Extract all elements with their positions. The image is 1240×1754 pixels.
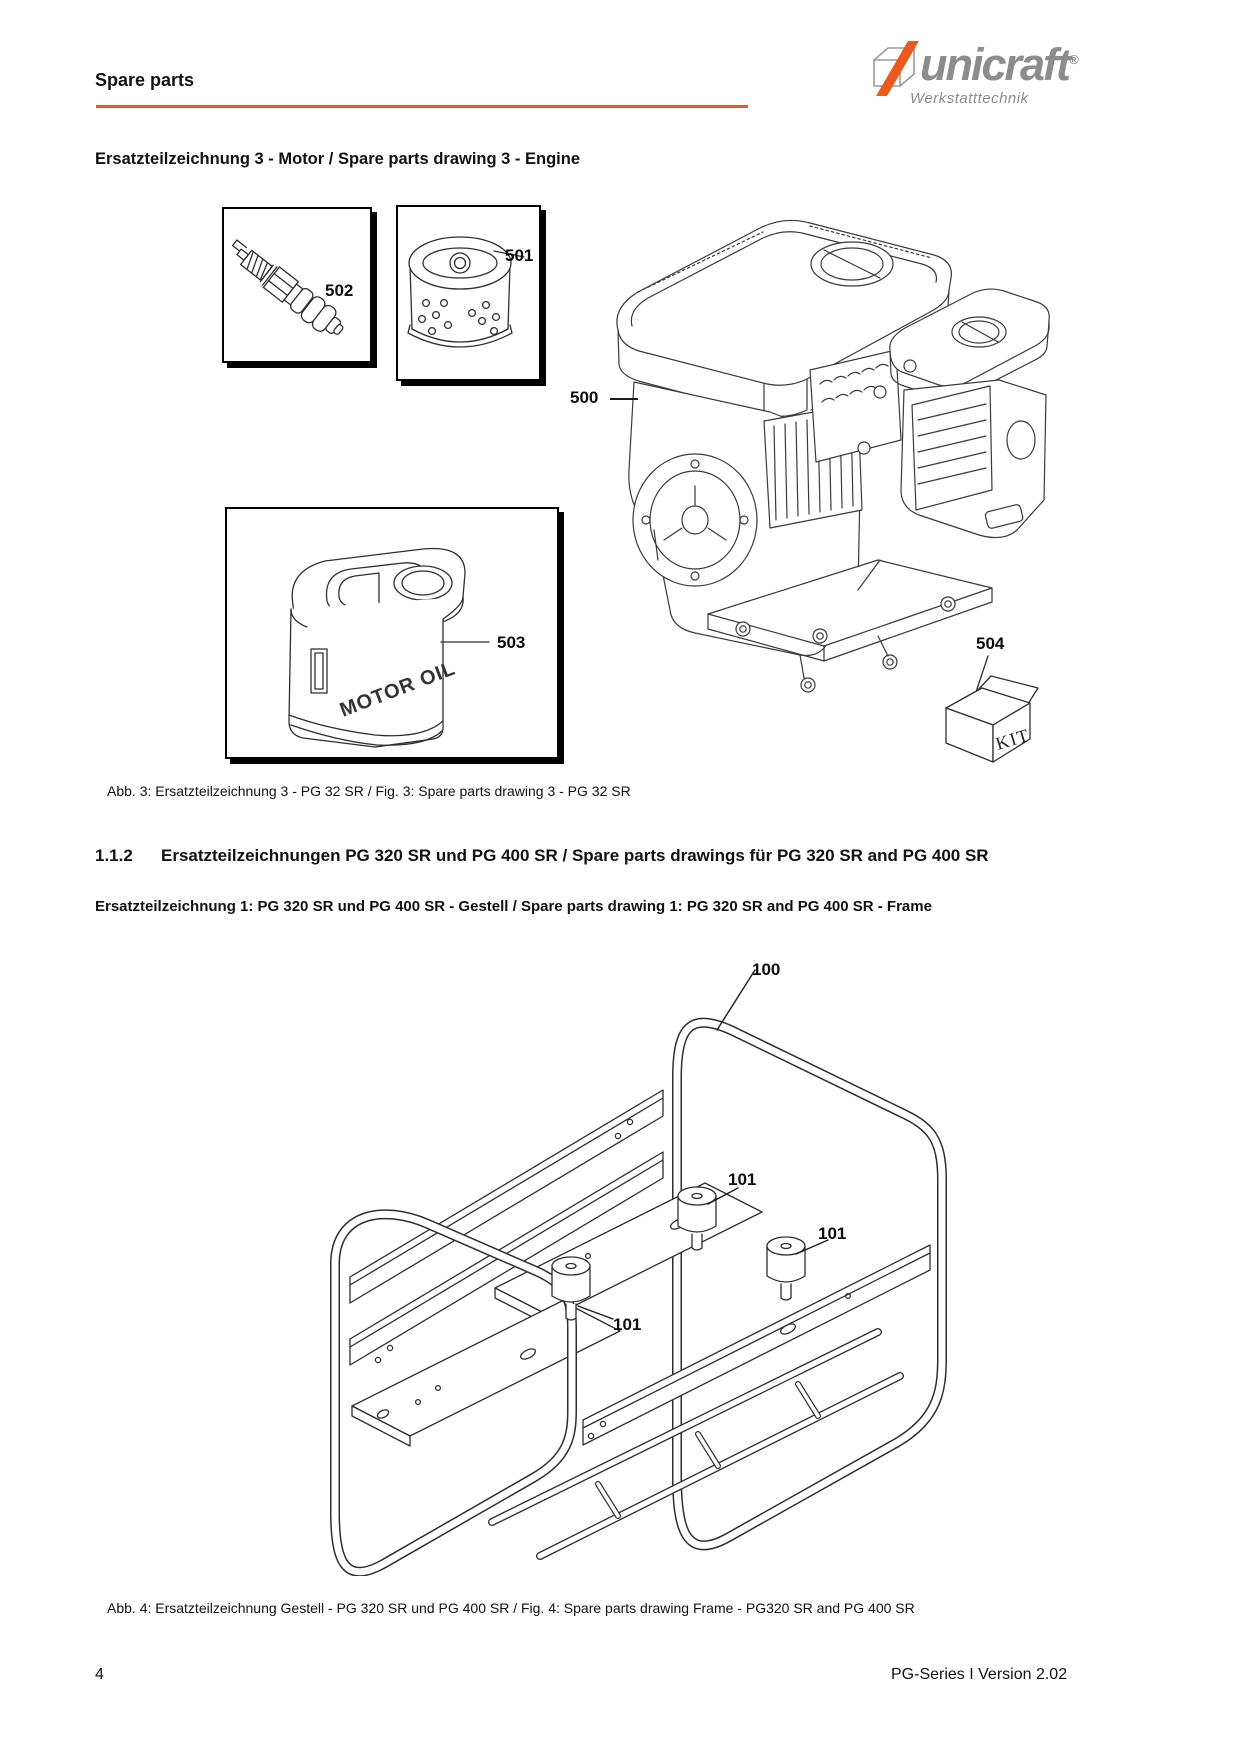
figure4-caption: Abb. 4: Ersatzteilzeichnung Gestell - PG 320 SR und PG 400 SR / Fig. 4: Spare parts drawing Frame - PG320 SR and PG 400 SR [107, 1600, 915, 1616]
oil-canister-drawing [227, 509, 553, 753]
section-title: Ersatzteilzeichnungen PG 320 SR und PG 400 SR / Spare parts drawings für PG 320 SR and PG 400 SR [161, 846, 989, 865]
logo-brand-text [920, 39, 1079, 90]
kit-box-drawing [936, 646, 1051, 764]
rubber-mount-2 [767, 1237, 805, 1300]
part-label-502: 502 [325, 281, 354, 300]
leader-line-500 [610, 398, 638, 400]
part-label-100: 100 [752, 960, 781, 979]
logo-tagline: Werkstatttechnik [910, 90, 1029, 107]
footer-page-number: 4 [95, 1666, 104, 1683]
logo-slash [876, 41, 919, 96]
part-label-101-c: 101 [613, 1315, 642, 1334]
logo-brand-word: unicraft [920, 39, 1070, 90]
page-header-title: Spare parts [95, 70, 195, 90]
header-divider [96, 105, 748, 108]
part-label-101-b: 101 [818, 1224, 847, 1243]
kit-box-label-text: KIT [993, 724, 1033, 754]
figure3-title: Ersatzteilzeichnung 3 - Motor / Spare parts drawing 3 - Engine [95, 150, 580, 168]
oil-canister-label-text: MOTOR OIL [336, 657, 459, 722]
part-label-101-a: 101 [728, 1170, 757, 1189]
part-label-500: 500 [570, 388, 599, 407]
part-label-504: 504 [976, 634, 1005, 653]
section-number: 1.1.2 [95, 846, 133, 865]
figure3-caption: Abb. 3: Ersatzteilzeichnung 3 - PG 32 SR / Fig. 3: Spare parts drawing 3 - PG 32 SR [107, 783, 631, 799]
air-filter-box [396, 205, 541, 381]
unicraft-logo [866, 40, 1116, 106]
part-label-501: 501 [505, 246, 534, 265]
air-filter-drawing [398, 207, 535, 375]
part-label-503: 503 [497, 633, 526, 652]
figure4-title: Ersatzteilzeichnung 1: PG 320 SR und PG 400 SR - Gestell / Spare parts drawing 1: PG 320 SR and PG 400 SR - Frame [95, 898, 932, 915]
footer-version: PG-Series I Version 2.02 [891, 1666, 1068, 1683]
section-heading [95, 846, 989, 866]
frame-drawing [288, 956, 952, 1576]
logo-registered-mark: ® [1069, 52, 1079, 67]
